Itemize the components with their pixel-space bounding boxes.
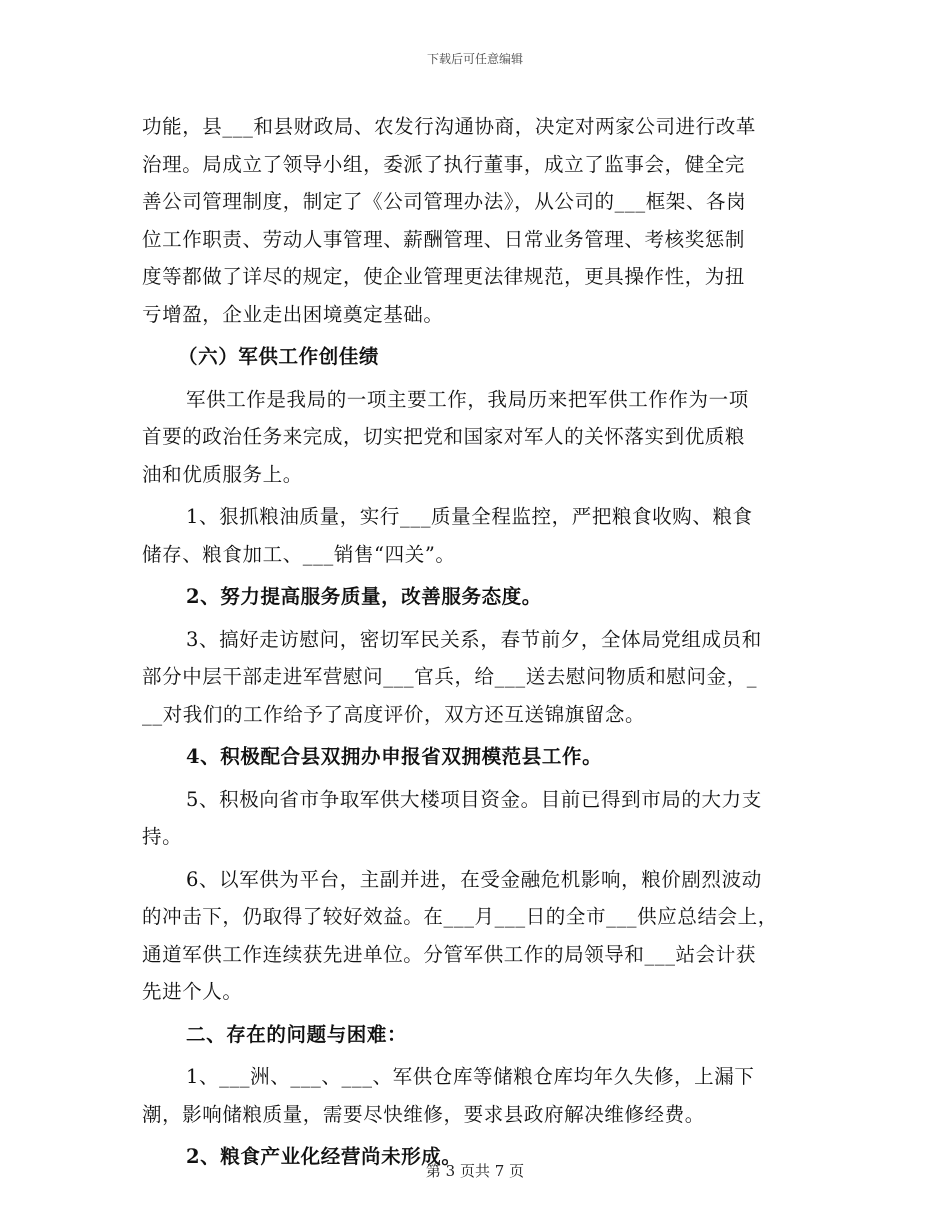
bold-item: 2、粮食产业化经营尚未形成。 — [186, 1145, 462, 1168]
page-header: 下载后可任意编辑 — [426, 52, 523, 66]
paragraph — [142, 621, 807, 734]
paragraph — [142, 381, 807, 494]
text-line: 度等都做了详尽的规定，使企业管理更法律规范，更具操作性，为扭 — [142, 265, 746, 288]
document-body — [142, 108, 807, 1176]
text-line: 善公司管理制度，制定了《公司管理办法》，从公司的___框架、各岗 — [142, 190, 747, 213]
text-line: 部分中层干部走进军营慰问___官兵，给___送去慰问物质和慰问金，_ — [142, 665, 758, 688]
page-footer: 第 3 页共 7 页 — [425, 1162, 525, 1180]
paragraph — [142, 1058, 807, 1133]
paragraph — [142, 108, 807, 333]
bold-item: 4、积极配合县双拥办申报省双拥模范县工作。 — [186, 745, 603, 768]
text-line: __对我们的工作给予了高度评价，双方还互送锦旗留念。 — [142, 702, 646, 726]
paragraph — [142, 861, 807, 1011]
text-line: 军供工作是我局的一项主要工作，我局历来把军供工作作为一项 — [186, 387, 749, 411]
paragraph — [142, 498, 807, 573]
text-line: 油和优质服务上。 — [142, 462, 303, 486]
text-line: 6、以军供为平台，主副并进，在受金融危机影响，粮价剧烈波动 — [186, 867, 762, 891]
section-heading: 二、存在的问题与困难： — [186, 1022, 408, 1046]
text-line: 1、狠抓粮油质量，实行___质量全程监控，严把粮食收购、粮食 — [186, 505, 753, 528]
bold-item: 2、努力提高服务质量，改善服务态度。 — [186, 585, 542, 608]
text-line: 储存、粮食加工、___销售“四关”。 — [142, 542, 456, 566]
text-line: 通道军供工作连续获先进单位。分管军供工作的局领导和___站会计获 — [142, 942, 756, 966]
text-line: 1、___洲、___、___、军供仓库等储粮仓库均年久失修，上漏下 — [186, 1065, 755, 1088]
text-line: 潮，影响储粮质量，需要尽快维修，要求县政府解决维修经费。 — [142, 1102, 705, 1126]
text-line: 首要的政治任务来完成，切实把党和国家对军人的关怀落实到优质粮 — [142, 425, 746, 448]
text-line: 治理。局成立了领导小组，委派了执行董事，成立了监事会，健全完 — [142, 152, 746, 176]
text-line: 3、搞好走访慰问，密切军民关系，春节前夕，全体局党组成员和 — [186, 627, 762, 651]
text-line: 功能，县___和县财政局、农发行沟通协商，决定对两家公司进行改革 — [142, 115, 756, 138]
section-heading: （六）军供工作创佳绩 — [178, 345, 380, 368]
paragraph — [142, 781, 807, 856]
text-line: 位工作职责、劳动人事管理、薪酬管理、日常业务管理、考核奖惩制 — [142, 227, 746, 251]
text-line: 先进个人。 — [142, 980, 243, 1003]
text-line: 亏增盈，企业走出困境奠定基础。 — [142, 302, 444, 326]
text-line: 的冲击下，仍取得了较好效益。在___月___日的全市___供应总结会上， — [142, 905, 778, 928]
text-line: 5、积极向省市争取军供大楼项目资金。目前已得到市局的大力支 — [186, 787, 762, 811]
text-line: 持。 — [142, 825, 183, 848]
